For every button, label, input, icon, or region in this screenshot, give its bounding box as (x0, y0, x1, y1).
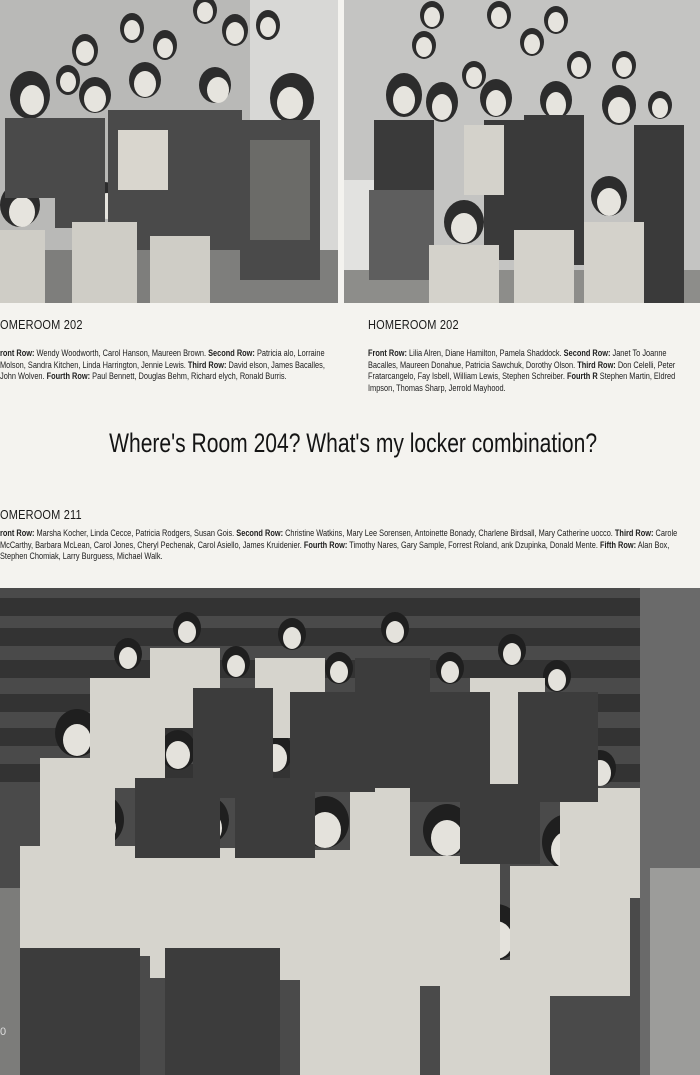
homeroom-title-left: OMEROOM 202 (0, 318, 83, 332)
row-names: Marsha Kocher, Linda Cecce, Patricia Rodgers, Susan Gois. (36, 528, 235, 538)
homeroom-roster-right (368, 348, 696, 394)
row-names: Wendy Woodworth, Carol Hanson, Maureen Brown. (36, 348, 207, 358)
row-names: Carole McCarthy, Barbara McLean, Carol Jones, Cheryl Pechenak, Carol Asiello, James Kruidenier. (0, 528, 678, 550)
row-label: ront Row: (0, 528, 35, 538)
row-names: Christine Watkins, Mary Lee Sorensen, Antoinette Bonady, Charlene Birdsall, Mary Catherine uocco. (285, 528, 613, 538)
row-names: Lilia Alren, Diane Hamilton, Pamela Shaddock. (409, 348, 562, 358)
group-photo-homeroom-202-right (344, 0, 700, 303)
row-names: Don Celelli, Peter Fratarcangelo, Fay Isbell, William Lewis, Stephen Schreiber. (368, 359, 676, 381)
row-label: Fourth Row: (46, 371, 91, 381)
row-names: David elson, James Bacalles, John Wolven. (0, 359, 325, 381)
row-label: Second Row: (563, 348, 611, 358)
row-label: Third Row: (577, 359, 616, 370)
row-label: Second Row: (208, 348, 255, 358)
row-names: Stephen Martin, Eldred Impson, Thomas Sharp, Jerrold Mayhood. (368, 371, 676, 393)
row-label: Second Row: (236, 528, 284, 538)
group-photo-homeroom-202-left (0, 0, 338, 303)
row-names: Patricia alo, Lorraine Molson, Sandra Kitchen, Linda Harrington, Jennie Lewis. (0, 348, 325, 370)
row-label: Fourth Row: (303, 539, 348, 550)
homeroom-roster-211 (0, 528, 697, 563)
row-label: Fourth R (566, 371, 598, 381)
row-names: Alan Box, Stephen Chomiak, Larry Burguess, Michael Walk. (0, 539, 670, 561)
row-label: Third Row: (614, 528, 654, 538)
row-names: Janet To Joanne Bacalles, Maureen Donahue, Patricia Sawchuk, Dorothy Olson. (368, 348, 667, 370)
homeroom-title-right: HOMEROOM 202 (368, 318, 459, 332)
page-headline: Where's Room 204? What's my locker combination? (109, 428, 598, 458)
homeroom-roster-left (0, 348, 338, 383)
homeroom-title-211: OMEROOM 211 (0, 508, 82, 522)
row-label: Third Row: (187, 359, 227, 370)
page-number: 0 (0, 1026, 7, 1038)
row-names: Paul Bennett, Douglas Behm, Richard elych, Ronald Burris. (92, 371, 287, 381)
row-label: ront Row: (0, 348, 35, 358)
row-label: Fifth Row: (599, 539, 637, 550)
row-label: Front Row: (368, 348, 407, 358)
group-photo-homeroom-211 (0, 588, 700, 1075)
row-names: Timothy Nares, Gary Sample, Forrest Roland, ank Dzupinka, Donald Mente. (349, 539, 598, 550)
